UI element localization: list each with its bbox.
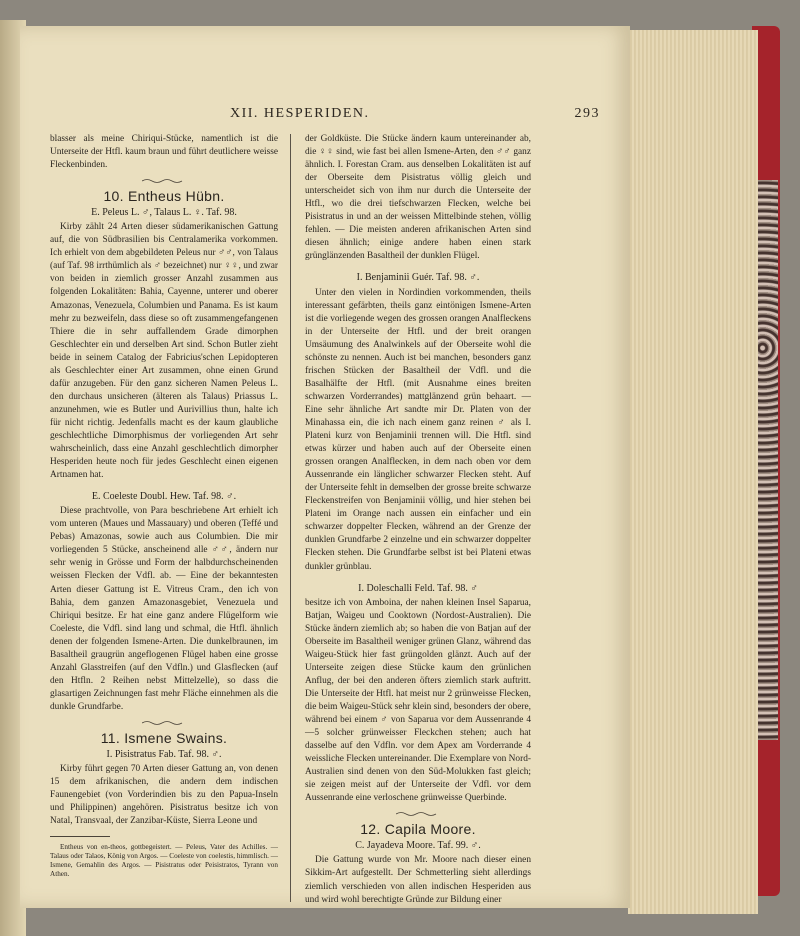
paragraph: Die Gattung wurde von Mr. Moore nach dieser einen Sikkim-Art aufgestellt. Der Schmetterling sieht allerdings ziemlich verschieden von allen indischen Hesperiden aus und wird wohl berechtigte Gründe zur Bildung einer [305, 855, 531, 905]
section-ornament [142, 178, 186, 184]
marbled-endpaper [756, 180, 778, 740]
paragraph: Unter den vielen in Nordindien vorkommenden, theils interessant gefärbten, theils ganz eintönigen Ismene-Arten ist die vorliegende wegen des grossen orangen Analfleckens in der Unterseite der Htfl. und der breit orangen Umsäumung des Analwinkels auf der Oberseite wohl die schönste zu nennen. Auch ist bei manchen, besonders ganz frischen Stücken der Basaltheil der Vdfl. und die Basalhälfte der Htfl. (mit Ausnahme eines breiten schwarzen Vorderrandes) mattglänzend grün behaart. — Eine sehr ähnliche Art sandte mir Dr. Platen von der Minahassa ein, die ich nach einem ganz reinen ♂ als I. Plateni kurz von Benjaminii trennen will. Die Htfl. sind etwas kürzer und haben auch auf der Oberseite einen grossen orangen Analflecken, in dem nach oben vor dem Aussenrande ein länglicher schwarzer Flecken steht. Auf der Unterseite fehlt in demselben der grosse breite schwarze Fleckenstreifen von Benjaminii völlig, und hier stehen bei Plateni im Orange nach aussen ein einfacher und ein schwarzer doppelter Flecken, während an der Grenze der dunklen Grundfarbe 2 einzelne und ein schwarzer doppelter Flecken stehen. Die Grundfarbe selbst ist bei Plateni etwas dunkler grünblau. [305, 287, 531, 572]
right-column [305, 133, 531, 907]
section-heading: 11. Ismene Swains. [100, 729, 228, 746]
running-head-title: XII. HESPERIDEN. [230, 106, 370, 121]
page-block-edges [628, 30, 758, 914]
section-heading: 10. Entheus Hübn. [103, 188, 225, 205]
left-column [50, 133, 278, 879]
section-heading: 12. Capila Moore. [360, 821, 476, 838]
paragraph: Kirby führt gegen 70 Arten dieser Gattung an, von denen 15 dem afrikanischen, die andern dem indischen Faunengebiet (von Vorderindien bis zu den Papua-Inseln und Philippinen) angehören. Pisistratus besitze ich von Natal, Transvaal, der Zanzibar-Küste, Sierra Leone und [50, 764, 278, 827]
species-heading: E. Coeleste Doubl. Hew. Taf. 98. ♂. [91, 491, 237, 503]
footnote: Entheus von en-theos, gottbegeistert. — Peleus, Vater des Achilles. — Talaus oder Talaos, König von Argos. — Coeleste von coelestis, himmlisch. — Ismene, Gemahlin des Argos. — Pisistratus oder Peisistratos, Tyrann von Athen. [50, 843, 278, 879]
section-ornament [142, 720, 186, 726]
species-heading: I. Benjaminii Guér. Taf. 98. ♂. [356, 272, 480, 284]
section-ornament [396, 811, 440, 817]
species-heading: I. Pisistratus Fab. Taf. 98. ♂. [106, 749, 222, 761]
species-heading: C. Jayadeva Moore. Taf. 99. ♂. [355, 840, 481, 852]
species-heading: E. Peleus L. ♂, Talaus L. ♀. Taf. 98. [91, 207, 237, 219]
column-divider [290, 134, 291, 902]
paragraph: der Goldküste. Die Stücke ändern kaum untereinander ab, die ♀♀ sind, wie fast bei allen Ismene-Arten, den ♂♂ ganz ähnlich. I. Forestan Cram. aus denselben Lokalitäten ist auf der Oberseite dem Pisistratus völlig gleich und unterscheidet sich von ihm nur durch die Unterseite der Htfl., wo die drei tiefschwarzen Flecken, welche bei Pisistratus in und an der weissen Mittelbinde stehen, völlig fehlen. — Die meisten anderen afrikanischen Arten sind diesen ähnlich; einige andere haben einen stark grünglänzenden Basaltheil der dunklen Flügel. [305, 134, 531, 262]
paragraph: besitze ich von Amboina, der nahen kleinen Insel Saparua, Batjan, Waigeu und Cooktown (Nordost-Australien). Die Stücke ändern ziemlich ab; so haben die von Batjan auf der Oberseite im Basaltheil weniger grünen Glanz, während das Waigeu-Stück hier fast grüngolden glänzt. Auch auf der Unterseite zeigen diese Stücke kaum den grünlichen Anflug, der bei den anderen öfters ziemlich stark auftritt. Die Unterseite der Htfl. hat meist nur 2 grünweisse Flecken, die beim Waigeu-Stück sehr klein sind, besonders der obere, während bei einem ♂ von Saparua vor dem Aussenrande 4—5 solcher grünweisser Fleckchen stehen; auch hat dasselbe auf den Vdfln. vor dem Apex am Vorderrande 4 weissliche Flecken untereinander. Die Exemplare von Nord-Australien sind denen von den Süd-Molukken fast gleich; sie zeigen meist auf der Unterseite der Vdfl. vor dem Aussenrande eine verloschene grünweisse Querbinde. [305, 597, 531, 804]
running-head [30, 106, 600, 126]
paragraph: blasser als meine Chiriqui-Stücke, namentlich ist die Unterseite der Htfl. kaum braun und führt deutlichere weisse Fleckenbinden. [50, 134, 278, 171]
page-number: 293 [574, 106, 600, 121]
paragraph: Kirby zählt 24 Arten dieser südamerikanischen Gattung auf, die von Südbrasilien bis Centralamerika vorkommen. Ich erhielt von dem abgebildeten Peleus nur ♂♂, von Talaus (auf Taf. 98 irrthümlich als ♂ bezeichnet) nur ♀♀, und zwar von beiden in ziemlich grosser Anzahl zusammen aus folgenden Lokalitäten: Bahia, Cayenne, unterer und oberer Amazonas, Venezuela, Columbien und Panama. Es ist kaum mehr zu bezweifeln, dass diese so oft zusammengefangenen Thiere die in sehr auffallendem Grade dimorphen Geschlechter ein und derselben Art sind. Schon Butler zieht beide in seinem Catalog der Fabricius'schen Lepidopteren als Geschlechter einer Art zusammen, ohne einen Grund dafür anzugeben. Für den ganz sicheren Namen Peleus L. den durchaus unsicheren (älteren als Talaus) Priassus L. anzunehmen, wie es Butler und Aurivillius thun, halte ich für nicht richtig. Jedenfalls macht es der kaum glaubliche geschlechtliche Dimorphismus der vorliegenden Art sehr wahrscheinlich, dass eine Anzahl geschlechtlich dimorpher Hesperiden heute noch für jedes Geschlecht einen eigenen Artnamen hat. [50, 222, 278, 481]
paragraph: Diese prachtvolle, von Para beschriebene Art erhielt ich vom unteren (Maues und Massauary) und oberen (Teffé und Pebas) Amazonas, sowie auch aus Columbien. Die mir vorliegenden 5 Stücke, anscheinend alle ♂♂, ändern nur sehr wenig in Grösse und Form der halbdurchscheinenden weissen Flecken der Vdfl. ab. — Eine der bekanntesten Arten dieser Gattung ist E. Vitreus Cram., den ich von Bahia, dem ganzen Amazonasgebiet, Venezuela und Chiriqui besitze. Er hat eine ganz andere Flügelform wie Coeleste, die Vdfl. sind lang und schmal, die Htfl. ähnlich denen der folgenden Ismene-Arten. Die dunkelbraunen, im Basaltheil graugrün angeflogenen Flügel haben eine grosse Anzahl Glasstreifen (auf den Vdfln.) und Glasflecken (auf den Htfln. 2 Reihen nebst Mittelzelle), so dass die glasartigen Zeichnungen fast mehr Fläche einnehmen als die dunkle Grundfarbe. [50, 506, 278, 712]
species-heading: I. Doleschalli Feld. Taf. 98. ♂ [358, 582, 478, 594]
footnote-rule [50, 836, 110, 837]
